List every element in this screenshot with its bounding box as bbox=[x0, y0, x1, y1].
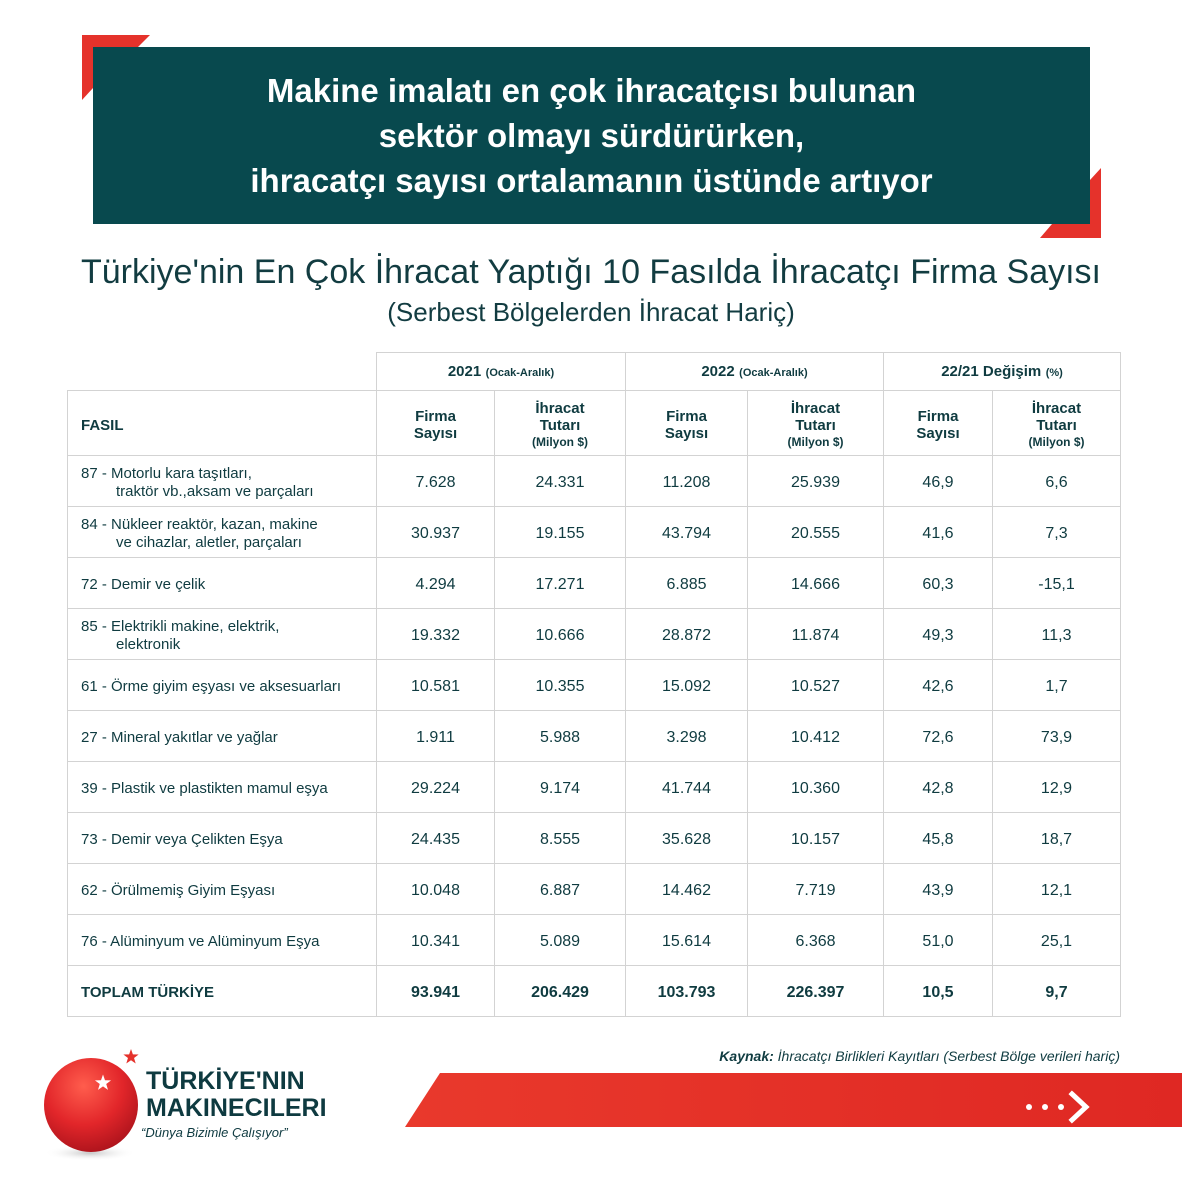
footer-red-band bbox=[405, 1073, 1182, 1127]
cell-change-firma: 41,6 bbox=[884, 507, 993, 558]
table-row-85 bbox=[68, 609, 1121, 660]
table-row-27 bbox=[68, 711, 1121, 762]
cell-2022-ihracat: 14.666 bbox=[748, 558, 884, 609]
group-label: 2022 bbox=[701, 362, 735, 380]
row-label-cell bbox=[68, 558, 377, 609]
column-header-line: Sayısı bbox=[916, 425, 960, 442]
row-label: 76 - Alüminyum ve Alüminyum Eşya bbox=[81, 933, 320, 950]
cell-2021-ihracat: 8.555 bbox=[495, 813, 626, 864]
row-label-cell bbox=[68, 609, 377, 660]
column-header-row bbox=[68, 391, 1121, 456]
headline-line-2: sektör olmayı sürdürürken, bbox=[378, 117, 805, 154]
small-star-icon bbox=[123, 1049, 138, 1063]
logo-wordmark bbox=[146, 1068, 327, 1122]
cell-2022-firma: 41.744 bbox=[626, 762, 748, 813]
cell-change-firma: 42,6 bbox=[884, 660, 993, 711]
column-header-change-firma bbox=[884, 391, 993, 456]
total-change-ihracat: 9,7 bbox=[993, 966, 1121, 1017]
column-header-2021-firma bbox=[377, 391, 495, 456]
row-label-continuation: ve cihazlar, aletler, parçaları bbox=[116, 534, 302, 551]
cell-2021-firma: 7.628 bbox=[377, 456, 495, 507]
logo-line-2: MAKINECILERI bbox=[146, 1094, 327, 1122]
column-header-unit: (Milyon $) bbox=[532, 435, 588, 449]
column-header-2021-ihracat bbox=[495, 391, 626, 456]
cell-2022-firma: 14.462 bbox=[626, 864, 748, 915]
row-label: 27 - Mineral yakıtlar ve yağlar bbox=[81, 729, 278, 746]
row-label: 39 - Plastik ve plastikten mamul eşya bbox=[81, 780, 328, 797]
cell-change-firma: 51,0 bbox=[884, 915, 993, 966]
row-label-cell bbox=[68, 813, 377, 864]
row-label: 87 - Motorlu kara taşıtları, bbox=[81, 465, 252, 482]
cell-2022-ihracat: 11.874 bbox=[748, 609, 884, 660]
group-note: (%) bbox=[1045, 366, 1063, 379]
row-label: 85 - Elektrikli makine, elektrik, bbox=[81, 618, 280, 635]
cell-2021-ihracat: 24.331 bbox=[495, 456, 626, 507]
cell-2021-ihracat: 5.089 bbox=[495, 915, 626, 966]
cell-2021-firma: 4.294 bbox=[377, 558, 495, 609]
row-label: 72 - Demir ve çelik bbox=[81, 576, 206, 593]
column-header-change-ihracat bbox=[993, 391, 1121, 456]
cell-2021-ihracat: 10.355 bbox=[495, 660, 626, 711]
row-label-cell bbox=[68, 507, 377, 558]
group-header-2022 bbox=[626, 353, 884, 391]
cell-2022-firma: 28.872 bbox=[626, 609, 748, 660]
group-header-change bbox=[884, 353, 1121, 391]
cell-2022-ihracat: 10.412 bbox=[748, 711, 884, 762]
cell-change-ihracat: 73,9 bbox=[993, 711, 1121, 762]
cell-change-firma: 46,9 bbox=[884, 456, 993, 507]
total-2021-ihracat: 206.429 bbox=[495, 966, 626, 1017]
source-note bbox=[719, 1047, 1120, 1065]
logo-sphere bbox=[44, 1058, 138, 1152]
cell-2022-ihracat: 20.555 bbox=[748, 507, 884, 558]
cell-change-firma: 72,6 bbox=[884, 711, 993, 762]
column-header-line: Firma bbox=[415, 408, 456, 425]
cell-2022-firma: 3.298 bbox=[626, 711, 748, 762]
total-2022-firma: 103.793 bbox=[626, 966, 748, 1017]
total-change-firma: 10,5 bbox=[884, 966, 993, 1017]
column-header-unit: (Milyon $) bbox=[787, 435, 844, 449]
column-header-line: İhracat bbox=[535, 400, 585, 417]
cell-2022-ihracat: 10.527 bbox=[748, 660, 884, 711]
chart-subtitle: (Serbest Bölgelerden İhracat Hariç) bbox=[387, 297, 795, 327]
fasil-column-header: FASIL bbox=[68, 391, 377, 456]
source-text: İhracatçı Birlikleri Kayıtları (Serbest Bölge verileri hariç) bbox=[777, 1048, 1120, 1064]
headline-banner bbox=[93, 47, 1090, 224]
row-label-cell bbox=[68, 711, 377, 762]
cell-2021-ihracat: 10.666 bbox=[495, 609, 626, 660]
group-header-row bbox=[68, 353, 1121, 391]
source-prefix: Kaynak: bbox=[719, 1048, 774, 1064]
column-header-line: Tutarı bbox=[539, 417, 581, 434]
row-label: 73 - Demir veya Çelikten Eşya bbox=[81, 831, 283, 848]
column-header-line: Firma bbox=[917, 408, 959, 425]
cell-2021-ihracat: 5.988 bbox=[495, 711, 626, 762]
cell-2021-firma: 30.937 bbox=[377, 507, 495, 558]
table-row-39 bbox=[68, 762, 1121, 813]
headline-line-1: Makine imalatı en çok ihracatçısı bulunan bbox=[266, 72, 917, 109]
cell-change-ihracat: 11,3 bbox=[993, 609, 1121, 660]
table-row-72 bbox=[68, 558, 1121, 609]
row-label-cell bbox=[68, 864, 377, 915]
exporter-table bbox=[67, 352, 1121, 1017]
cell-2021-ihracat: 19.155 bbox=[495, 507, 626, 558]
cell-2022-ihracat: 10.157 bbox=[748, 813, 884, 864]
column-header-line: Sayısı bbox=[664, 425, 709, 442]
row-label: 84 - Nükleer reaktör, kazan, makine bbox=[81, 516, 318, 533]
cell-2022-ihracat: 10.360 bbox=[748, 762, 884, 813]
cell-change-ihracat: 12,1 bbox=[993, 864, 1121, 915]
group-label: 2021 bbox=[447, 362, 482, 380]
cell-change-firma: 49,3 bbox=[884, 609, 993, 660]
row-label: 61 - Örme giyim eşyası ve aksesuarları bbox=[81, 678, 342, 695]
table-row-total bbox=[68, 966, 1121, 1017]
cell-2022-firma: 35.628 bbox=[626, 813, 748, 864]
table-row-62 bbox=[68, 864, 1121, 915]
group-note: (Ocak-Aralık) bbox=[485, 366, 555, 379]
blank-corner-cell bbox=[68, 353, 377, 391]
table-row-84 bbox=[68, 507, 1121, 558]
column-header-line: İhracat bbox=[790, 400, 841, 417]
cell-2021-firma: 29.224 bbox=[377, 762, 495, 813]
cell-2021-ihracat: 9.174 bbox=[495, 762, 626, 813]
table-row-61 bbox=[68, 660, 1121, 711]
table-row-76 bbox=[68, 915, 1121, 966]
row-label-cell bbox=[68, 660, 377, 711]
cell-change-firma: 42,8 bbox=[884, 762, 993, 813]
logo-tagline: “Dünya Bizimle Çalışıyor” bbox=[141, 1125, 288, 1140]
cell-2022-firma: 43.794 bbox=[626, 507, 748, 558]
cell-2021-ihracat: 6.887 bbox=[495, 864, 626, 915]
column-header-unit: (Milyon $) bbox=[1028, 435, 1085, 449]
column-header-2022-firma bbox=[626, 391, 748, 456]
cell-2021-firma: 1.911 bbox=[377, 711, 495, 762]
cell-change-ihracat: 6,6 bbox=[993, 456, 1121, 507]
group-note: (Ocak-Aralık) bbox=[739, 366, 808, 379]
total-2021-firma: 93.941 bbox=[377, 966, 495, 1017]
cell-2022-ihracat: 6.368 bbox=[748, 915, 884, 966]
cell-change-firma: 43,9 bbox=[884, 864, 993, 915]
cell-2021-firma: 10.581 bbox=[377, 660, 495, 711]
cell-change-ihracat: 7,3 bbox=[993, 507, 1121, 558]
cell-2022-firma: 15.092 bbox=[626, 660, 748, 711]
column-header-line: İhracat bbox=[1031, 400, 1082, 417]
row-label-continuation: elektronik bbox=[116, 636, 181, 653]
table-row-87 bbox=[68, 456, 1121, 507]
column-header-line: Sayısı bbox=[413, 425, 458, 442]
cell-2022-firma: 15.614 bbox=[626, 915, 748, 966]
column-header-2022-ihracat bbox=[748, 391, 884, 456]
cell-change-firma: 45,8 bbox=[884, 813, 993, 864]
cell-change-ihracat: 12,9 bbox=[993, 762, 1121, 813]
logo-line-1: TÜRKİYE'NIN bbox=[146, 1067, 305, 1095]
headline-line-3: ihracatçı sayısı ortalamanın üstünde artıyor bbox=[250, 162, 933, 199]
cell-2022-ihracat: 7.719 bbox=[748, 864, 884, 915]
group-header-2021 bbox=[377, 353, 626, 391]
row-label-cell bbox=[68, 915, 377, 966]
row-label-cell bbox=[68, 762, 377, 813]
cell-2021-firma: 19.332 bbox=[377, 609, 495, 660]
cell-2021-ihracat: 17.271 bbox=[495, 558, 626, 609]
column-header-line: Tutarı bbox=[1036, 417, 1077, 434]
cell-change-ihracat: 18,7 bbox=[993, 813, 1121, 864]
cell-2021-firma: 24.435 bbox=[377, 813, 495, 864]
column-header-line: Tutarı bbox=[795, 417, 836, 434]
chart-title: Türkiye'nin En Çok İhracat Yaptığı 10 Fasılda İhracatçı Firma Sayısı bbox=[81, 253, 1101, 291]
cell-2021-firma: 10.048 bbox=[377, 864, 495, 915]
cell-2022-firma: 6.885 bbox=[626, 558, 748, 609]
total-label: TOPLAM TÜRKİYE bbox=[68, 966, 377, 1017]
row-label-continuation: traktör vb.,aksam ve parçaları bbox=[116, 483, 314, 500]
table-row-73 bbox=[68, 813, 1121, 864]
row-label-cell bbox=[68, 456, 377, 507]
total-2022-ihracat: 226.397 bbox=[748, 966, 884, 1017]
column-header-line: Firma bbox=[666, 408, 707, 425]
cell-2021-firma: 10.341 bbox=[377, 915, 495, 966]
cell-change-firma: 60,3 bbox=[884, 558, 993, 609]
cell-2022-ihracat: 25.939 bbox=[748, 456, 884, 507]
group-label: 22/21 Değişim bbox=[941, 362, 1042, 380]
cell-change-ihracat: -15,1 bbox=[993, 558, 1121, 609]
cell-change-ihracat: 25,1 bbox=[993, 915, 1121, 966]
row-label: 62 - Örülmemiş Giyim Eşyası bbox=[81, 882, 276, 899]
cell-change-ihracat: 1,7 bbox=[993, 660, 1121, 711]
cell-2022-firma: 11.208 bbox=[626, 456, 748, 507]
